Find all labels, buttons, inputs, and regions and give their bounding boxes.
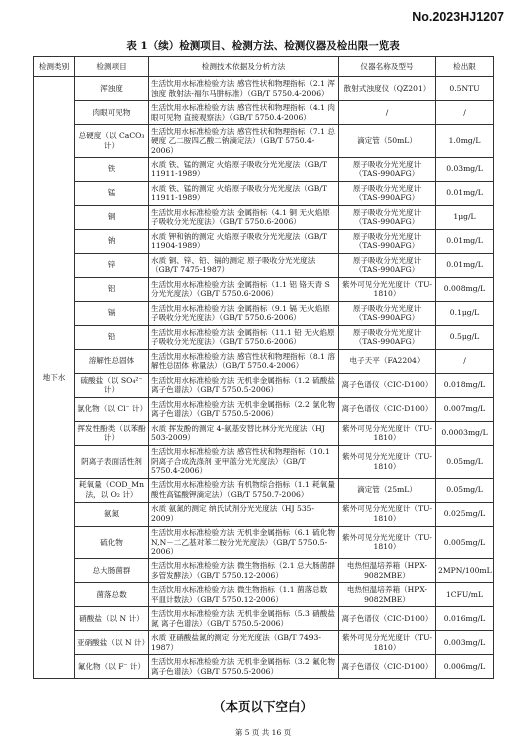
method-cell: 生活饮用水标准检验方法 无机非金属指标（3.2 氟化物 离子色谱法）（GB/T 5750.5-2006）	[149, 655, 339, 679]
page-footer: 第 5 页 共 16 页	[234, 728, 292, 737]
instrument-cell: 紫外可见分光光度计（TU-1810）	[339, 445, 436, 478]
instrument-cell: 原子吸收分光光度计（TAS-990AFG）	[339, 301, 436, 325]
method-cell: 生活饮用水标准检验方法 无机非金属指标（5.3 硝酸盐氮 离子色谱法）（GB/T 5750.5-2006）	[149, 607, 339, 631]
instrument-cell: /	[339, 101, 436, 125]
item-cell: 菌落总数	[75, 583, 149, 607]
item-cell: 阴离子表面活性剂	[75, 445, 149, 478]
header-category: 检测类别	[34, 57, 75, 77]
item-cell: 氯化物（以 Cl⁻ 计）	[75, 397, 149, 421]
table-row	[34, 277, 494, 301]
limit-cell: 1.0mg/L	[436, 125, 494, 158]
instrument-cell: 电子天平（FA2204）	[339, 349, 436, 373]
instrument-cell: 紫外可见分光光度计（TU-1810）	[339, 277, 436, 301]
table-row	[34, 157, 494, 181]
method-cell: 生活饮用水标准检验方法 无机非金属指标（1.2 硫酸盐 离子色谱法）（GB/T 5750.5-2006）	[149, 373, 339, 397]
instrument-cell: 原子吸收分光光度计（TAS-990AFG）	[339, 229, 436, 253]
item-cell: 铅	[75, 325, 149, 349]
table-row	[34, 421, 494, 445]
instrument-cell: 原子吸收分光光度计（TAS-990AFG）	[339, 253, 436, 277]
instrument-cell: 紫外可见分光光度计（TU-1810）	[339, 631, 436, 655]
limit-cell: 0.01mg/L	[436, 229, 494, 253]
table-row	[34, 445, 494, 478]
item-cell: 硫酸盐（以 SO₄²⁻ 计）	[75, 373, 149, 397]
instrument-cell: 紫外可见分光光度计（TU-1810）	[339, 502, 436, 526]
item-cell: 溶解性总固体	[75, 349, 149, 373]
limit-cell: 0.05mg/L	[436, 445, 494, 478]
item-cell: 总大肠菌群	[75, 559, 149, 583]
table-title: 表 1（续）检测项目、检测方法、检测仪器及检出限一览表	[126, 40, 400, 52]
instrument-cell: 滴定管（50mL）	[339, 125, 436, 158]
item-cell: 硫化物	[75, 526, 149, 559]
instrument-cell: 电热恒温培养箱（HPX-9082MBE）	[339, 583, 436, 607]
method-cell: 生活饮用水标准检验方法 无机非金属指标（6.1 硫化物 N,N－二乙基对苯二胺分光光度法）（GB/T 5750.5-2006）	[149, 526, 339, 559]
limit-cell: 0.0003mg/L	[436, 421, 494, 445]
limit-cell: 0.018mg/L	[436, 373, 494, 397]
limit-cell: 2MPN/100mL	[436, 559, 494, 583]
method-cell: 生活饮用水标准检验方法 感官性状和物理指标（8.1 溶解性总固体 称量法）（GB/T 5750.4-2006）	[149, 349, 339, 373]
method-cell: 生活饮用水标准检验方法 感官性状和物理指标（10.1 阴离子合成洗涤剂 亚甲蓝分光光度法）（GB/T 5750.4-2006）	[149, 445, 339, 478]
method-cell: 水质 亚硝酸盐氮的测定 分光光度法（GB/T 7493-1987）	[149, 631, 339, 655]
table-header-row	[34, 57, 494, 77]
item-cell: 氟化物（以 F⁻ 计）	[75, 655, 149, 679]
instrument-cell: 离子色谱仪（CIC-D100）	[339, 397, 436, 421]
table-row	[34, 526, 494, 559]
item-cell: 总硬度（以 CaCO₃ 计）	[75, 125, 149, 158]
method-cell: 水质 挥发酚的测定 4-氨基安替比林分光光度法（HJ 503-2009）	[149, 421, 339, 445]
item-cell: 挥发性酚类（以苯酚计）	[75, 421, 149, 445]
instrument-cell: 紫外可见分光光度计（TU-1810）	[339, 526, 436, 559]
table-row	[34, 229, 494, 253]
table-row	[34, 397, 494, 421]
limit-cell: /	[436, 349, 494, 373]
instrument-cell: 原子吸收分光光度计（TAS-990AFG）	[339, 325, 436, 349]
table-row	[34, 301, 494, 325]
limit-cell: 0.016mg/L	[436, 607, 494, 631]
header-method: 检测技术依据及分析方法	[149, 57, 339, 77]
instrument-cell: 散射式浊度仪（QZ201）	[339, 77, 436, 101]
limit-cell: 0.1μg/L	[436, 301, 494, 325]
item-cell: 镉	[75, 301, 149, 325]
blank-below-note: （本页以下空白）	[212, 699, 313, 714]
method-cell: 生活饮用水标准检验方法 感官性状和物理指标（2.1 浑浊度 散射法-福尔马肼标准）（GB/T 5750.4-2006）	[149, 77, 339, 101]
instrument-cell: 离子色谱仪（CIC-D100）	[339, 607, 436, 631]
table-row	[34, 478, 494, 502]
instrument-cell: 原子吸收分光光度计（TAS-990AFG）	[339, 205, 436, 229]
limit-cell: 0.05mg/L	[436, 478, 494, 502]
table-row	[34, 373, 494, 397]
table-body	[34, 77, 494, 679]
method-cell: 生活饮用水标准检验方法 金属指标（1.1 铝 铬天青 S 分光光度法）（GB/T 5750.6-2006）	[149, 277, 339, 301]
method-cell: 生活饮用水标准检验方法 感官性状和物理指标（7.1 总硬度 乙二胺四乙酸二钠滴定法）（GB/T 5750.4-2006）	[149, 125, 339, 158]
table-row	[34, 631, 494, 655]
table-row	[34, 101, 494, 125]
method-cell: 水质 铜、锌、铅、镉的测定 原子吸收分光光度法（GB/T 7475-1987）	[149, 253, 339, 277]
table-row	[34, 205, 494, 229]
item-cell: 锰	[75, 181, 149, 205]
method-cell: 水质 铁、锰的测定 火焰原子吸收分光光度法（GB/T 11911-1989）	[149, 181, 339, 205]
limit-cell: 0.005mg/L	[436, 526, 494, 559]
limit-cell: 0.003mg/L	[436, 631, 494, 655]
instrument-cell: 电热恒温培养箱（HPX-9082MBE）	[339, 559, 436, 583]
method-cell: 水质 钾和钠的测定 火焰原子吸收分光光度法（GB/T 11904-1989）	[149, 229, 339, 253]
method-cell: 生活饮用水标准检验方法 微生物指标（2.1 总大肠菌群 多管发酵法）（GB/T 5750.12-2006）	[149, 559, 339, 583]
instrument-cell: 离子色谱仪（CIC-D100）	[339, 373, 436, 397]
method-cell: 生活饮用水标准检验方法 无机非金属指标（2.2 氯化物 离子色谱法）（GB/T 5750.5-2006）	[149, 397, 339, 421]
method-cell: 生活饮用水标准检验方法 有机物综合指标（1.1 耗氧量 酸性高锰酸钾滴定法）（GB/T 5750.7-2006）	[149, 478, 339, 502]
item-cell: 铝	[75, 277, 149, 301]
header-item: 检测项目	[75, 57, 149, 77]
table-row	[34, 325, 494, 349]
header-instrument: 仪器名称及型号	[339, 57, 436, 77]
table-row	[34, 502, 494, 526]
method-cell: 生活饮用水标准检验方法 金属指标（4.1 铜 无火焰原子吸收分光光度法）（GB/T 5750.6-2006）	[149, 205, 339, 229]
item-cell: 硝酸盐（以 N 计）	[75, 607, 149, 631]
table-row	[34, 655, 494, 679]
item-cell: 氨氮	[75, 502, 149, 526]
limit-cell: 0.007mg/L	[436, 397, 494, 421]
table-row	[34, 253, 494, 277]
method-cell: 生活饮用水标准检验方法 金属指标（9.1 镉 无火焰原子吸收分光光度法）（GB/T 5750.6-2006）	[149, 301, 339, 325]
method-cell: 生活饮用水标准检验方法 感官性状和物理指标（4.1 肉眼可见物 直接观察法）（GB/T 5750.4-2006）	[149, 101, 339, 125]
limit-cell: 0.008mg/L	[436, 277, 494, 301]
limit-cell: 0.03mg/L	[436, 157, 494, 181]
instrument-cell: 滴定管（25mL）	[339, 478, 436, 502]
methods-table	[33, 56, 494, 679]
item-cell: 亚硝酸盐（以 N 计）	[75, 631, 149, 655]
item-cell: 铁	[75, 157, 149, 181]
limit-cell: 0.5NTU	[436, 77, 494, 101]
item-cell: 铜	[75, 205, 149, 229]
item-cell: 锌	[75, 253, 149, 277]
item-cell: 钠	[75, 229, 149, 253]
limit-cell: 0.025mg/L	[436, 502, 494, 526]
table-row	[34, 559, 494, 583]
item-cell: 耗氧量（COD_Mn 法，以 O₂ 计）	[75, 478, 149, 502]
instrument-cell: 紫外可见分光光度计（TU-1810）	[339, 421, 436, 445]
instrument-cell: 原子吸收分光光度计（TAS-990AFG）	[339, 181, 436, 205]
table-row	[34, 583, 494, 607]
method-cell: 生活饮用水标准检验方法 微生物指标（1.1 菌落总数 平皿计数法）（GB/T 5750.12-2006）	[149, 583, 339, 607]
limit-cell: 1μg/L	[436, 205, 494, 229]
table-row	[34, 125, 494, 158]
limit-cell: 1CFU/mL	[436, 583, 494, 607]
table-row	[34, 181, 494, 205]
instrument-cell: 原子吸收分光光度计（TAS-990AFG）	[339, 157, 436, 181]
category-cell: 地下水	[34, 77, 75, 679]
limit-cell: /	[436, 101, 494, 125]
report-number: No.2023HJ1207	[412, 10, 504, 24]
limit-cell: 0.5μg/L	[436, 325, 494, 349]
table-row	[34, 77, 494, 101]
method-cell: 生活饮用水标准检验方法 金属指标（11.1 铅 无火焰原子吸收分光光度法）（GB/T 5750.6-2006）	[149, 325, 339, 349]
method-cell: 水质 铁、锰的测定 火焰原子吸收分光光度法（GB/T 11911-1989）	[149, 157, 339, 181]
item-cell: 浑浊度	[75, 77, 149, 101]
item-cell: 肉眼可见物	[75, 101, 149, 125]
header-limit: 检出限	[436, 57, 494, 77]
table-row	[34, 607, 494, 631]
limit-cell: 0.006mg/L	[436, 655, 494, 679]
limit-cell: 0.01mg/L	[436, 181, 494, 205]
method-cell: 水质 氨氮的测定 纳氏试剂分光光度法（HJ 535-2009）	[149, 502, 339, 526]
instrument-cell: 离子色谱仪（CIC-D100）	[339, 655, 436, 679]
table-row	[34, 349, 494, 373]
limit-cell: 0.01mg/L	[436, 253, 494, 277]
